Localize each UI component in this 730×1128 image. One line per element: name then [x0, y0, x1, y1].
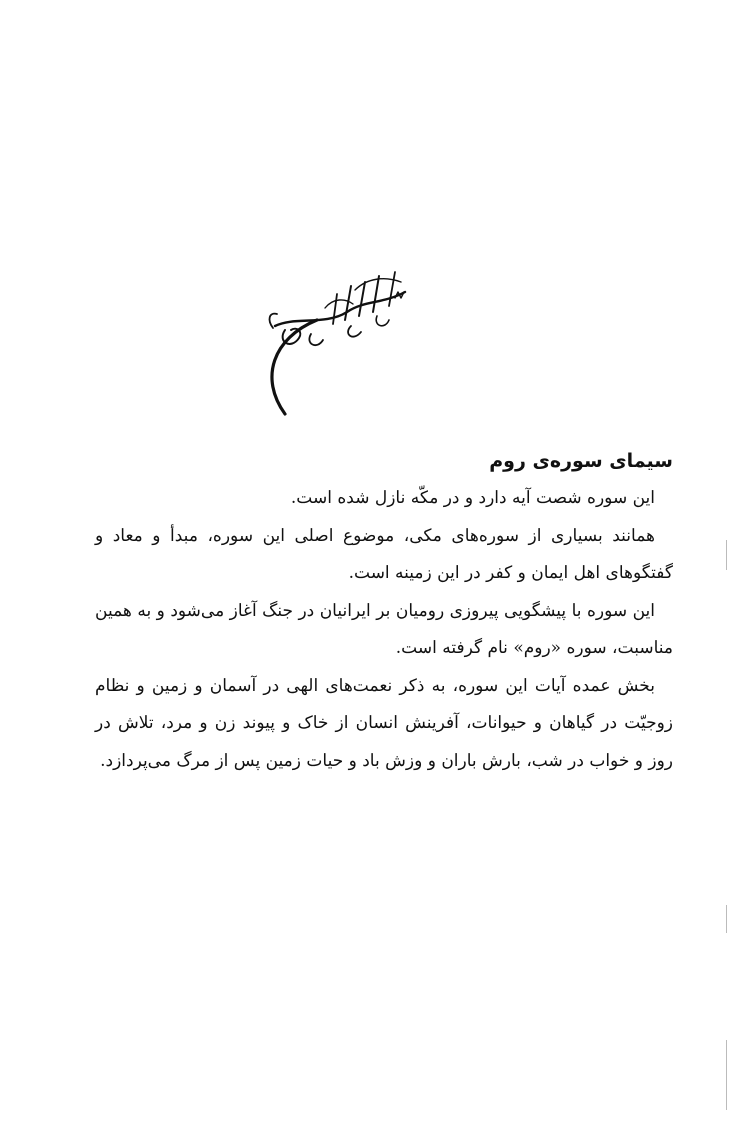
- paragraph-1: این سوره شصت آیه دارد و در مکّه نازل شده است.: [290, 488, 655, 508]
- paragraph-3: این سوره با پیشگویی پیروزی رومیان بر ایرانیان در جنگ آغاز می‌شود و به همین مناسبت، سوره «روم» نام گرفته است.: [95, 600, 673, 658]
- paragraph-4: بخش عمده آیات این سوره، به ذکر نعمت‌های الهی در آسمان و زمین و نظام زوجیّت در گیاهان و حیوانات، آفرینش انسان از خاک و پیوند زن و مرد، تلاش در روز و خواب در شب، بارش باران و وزش باد و حیات زمین پس از مرگ می‌پردازد.: [95, 675, 673, 771]
- basmala-calligraphy-icon: [255, 268, 415, 418]
- scan-edge-mark: [726, 540, 727, 570]
- scan-edge-mark: [726, 1040, 727, 1110]
- section-title: سیمای سوره‌ی روم: [489, 450, 673, 472]
- scan-edge-mark: [726, 905, 727, 933]
- article: [95, 446, 673, 780]
- paragraph-2: همانند بسیاری از سوره‌های مکی، موضوع اصلی این سوره، مبدأ و معاد و گفتگوهای اهل ایمان و کفر در این زمینه است.: [95, 525, 673, 583]
